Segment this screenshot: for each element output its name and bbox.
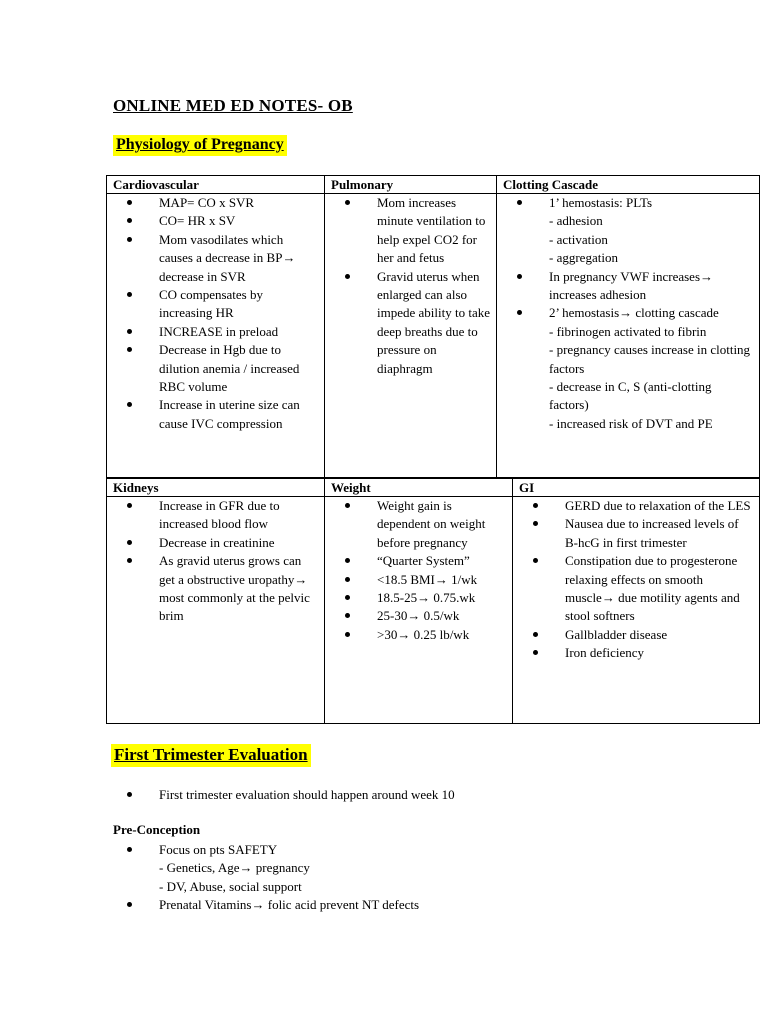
list-item: Increase in uterine size can cause IVC compression [159,396,318,433]
list-item: - pregnancy causes increase in clotting factors [549,342,751,376]
list-item: CO= HR x SV [159,212,318,230]
list-item: First trimester evaluation should happen around week 10 [159,786,713,804]
list-item: Weight gain is dependent on weight before pregnancy [377,497,506,552]
list-item: <18.5 BMI→ 1/wk [377,571,506,589]
list-item: Decrease in creatinine [159,534,318,552]
first-trimester-notes [113,786,713,804]
table-header-row [107,479,760,497]
list-item: Focus on pts SAFETY [159,841,713,859]
list-item: >30→ 0.25 lb/wk [377,626,506,644]
list-pulmonary [331,194,490,378]
cell-clotting-cascade [497,194,760,478]
list-preconception [113,841,713,915]
list-item: - aggregation [549,250,618,266]
list-item: Prenatal Vitamins→ folic acid prevent NT defects [159,896,713,914]
cell-cardiovascular [107,194,325,478]
list-item: MAP= CO x SVR [159,194,318,212]
document-title: ONLINE MED ED NOTES- OB [113,96,353,115]
list-item: Mom increases minute ventilation to help expel CO2 for her and fetus [377,194,490,268]
list-item: Decrease in Hgb due to dilution anemia / increased RBC volume [159,341,318,396]
column-header-kidneys: Kidneys [107,479,325,497]
list-item: CO compensates by increasing HR [159,286,318,323]
list-item: INCREASE in preload [159,323,318,341]
list-item: - decrease in C, S (anti-clotting factors) [549,379,712,413]
table-header-row [107,176,760,194]
column-header-pulmonary: Pulmonary [325,176,497,194]
list-item: As gravid uterus grows can get a obstructive uropathy→ most commonly at the pelvic brim [159,552,318,626]
physiology-table-1 [106,175,760,478]
list-item: Gravid uterus when enlarged can also impede ability to take deep breaths due to pressure on diaphragm [377,268,490,378]
cell-gi [513,497,760,724]
list-item: “Quarter System” [377,552,506,570]
preconception-label: Pre-Conception [113,822,201,837]
list-item: - Genetics, Age→ pregnancy [159,860,310,876]
list-kidneys [113,497,318,626]
list-item: Constipation due to progesterone relaxing effects on smooth muscle→ due motility agents and stool softners [565,552,753,626]
list-item: 25-30→ 0.5/wk [377,607,506,625]
column-header-gi: GI [513,479,760,497]
list-item: Iron deficiency [565,644,753,662]
list-cardiovascular [113,194,318,433]
table-row [107,194,760,478]
list-first-trimester [113,786,713,804]
list-item: 18.5-25→ 0.75.wk [377,589,506,607]
list-item: In pregnancy VWF increases→ increases adhesion [549,268,753,305]
list-clotting-cascade [503,194,753,433]
list-item: - adhesion [549,213,603,229]
section-heading-physiology: Physiology of Pregnancy [113,135,287,156]
column-header-cardiovascular: Cardiovascular [107,176,325,194]
cell-kidneys [107,497,325,724]
list-item: Mom vasodilates which causes a decrease in BP→ decrease in SVR [159,231,318,286]
list-item: - activation [549,231,608,247]
list-item: 2’ hemostasis→ clotting cascade [549,304,753,322]
cell-pulmonary [325,194,497,478]
column-header-weight: Weight [325,479,513,497]
list-item: 1’ hemostasis: PLTs [549,194,753,212]
physiology-table-2 [106,478,760,724]
preconception-notes [113,841,713,915]
list-item: - DV, Abuse, social support [159,878,302,894]
column-header-clotting-cascade: Clotting Cascade [497,176,760,194]
list-item: Gallbladder disease [565,626,753,644]
list-item: - fibrinogen activated to fibrin [549,323,707,339]
list-gi [519,497,753,663]
list-item: Nausea due to increased levels of B-hcG in first trimester [565,515,753,552]
list-item: Increase in GFR due to increased blood flow [159,497,318,534]
list-weight [331,497,506,644]
list-item: GERD due to relaxation of the LES [565,497,753,515]
list-item: - increased risk of DVT and PE [549,415,713,431]
section-heading-first-trimester: First Trimester Evaluation [111,744,311,767]
cell-weight [325,497,513,724]
table-row [107,497,760,724]
